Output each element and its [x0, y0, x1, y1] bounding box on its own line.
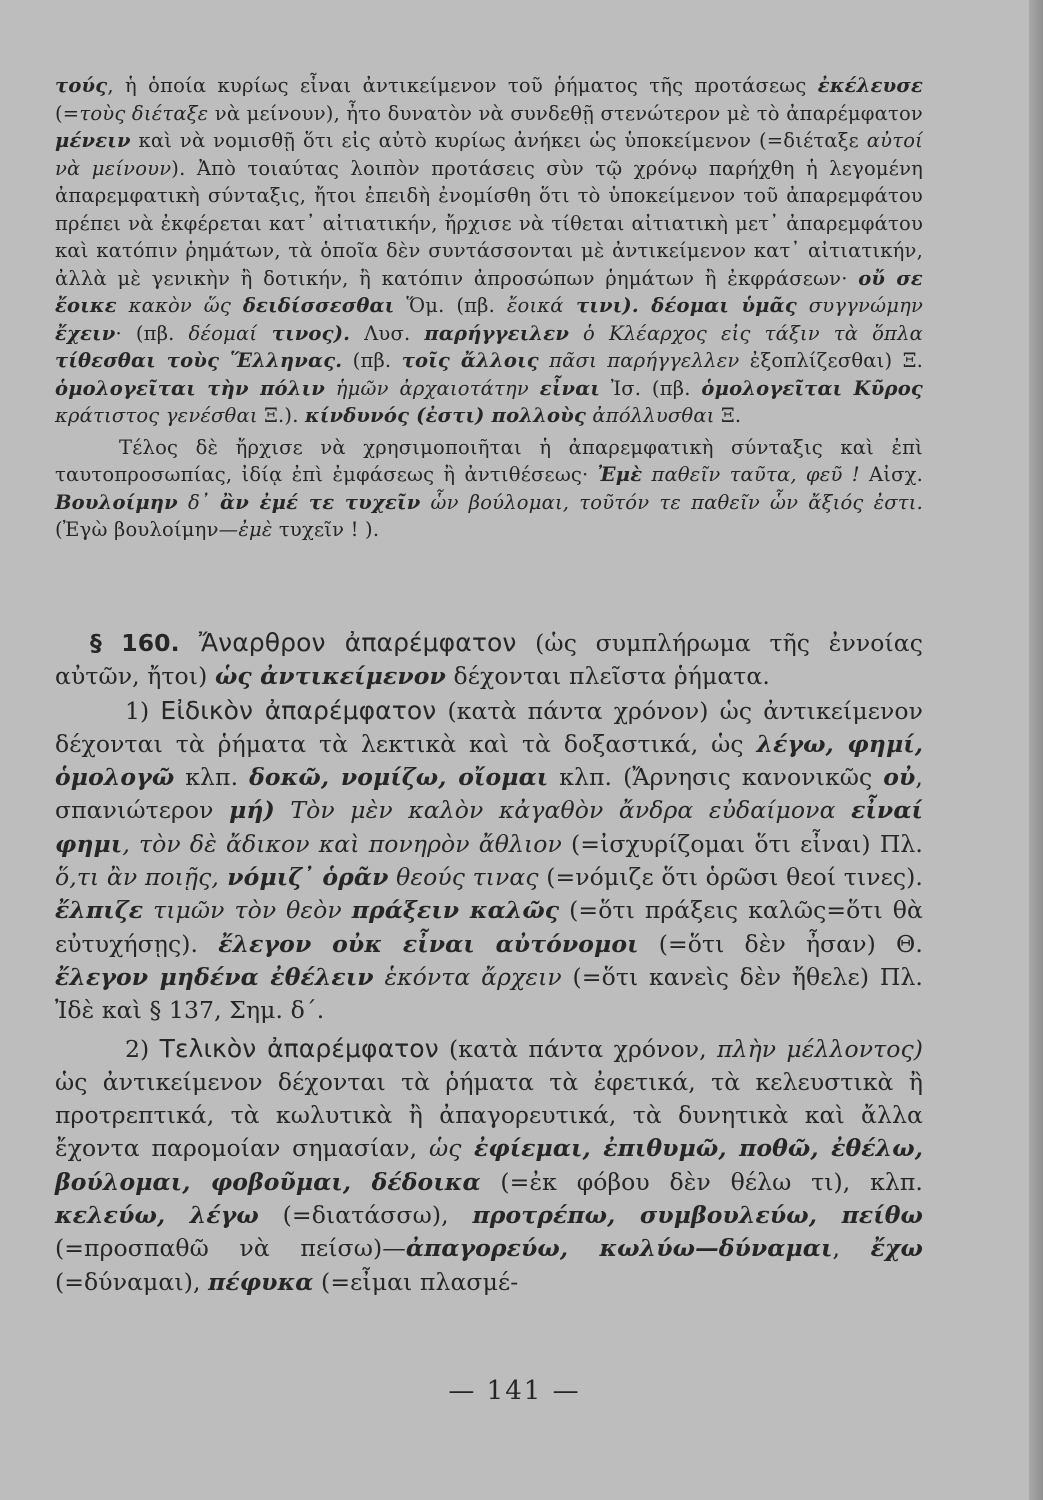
- bold-italic-term: ὡς ἀντικείμενον: [214, 662, 446, 691]
- text-run: τυχεῖν ! ).: [272, 518, 380, 541]
- bold-italic-term: κελεύω, λέγω: [55, 1201, 259, 1230]
- text-run: (=ὅτι δὲν ἦσαν) Θ.: [638, 929, 923, 958]
- bold-italic-term: ἔλπιζε: [55, 896, 144, 925]
- text-run: , ἡ ὁποία κυρίως εἶναι ἀντικείμενον τοῦ ῥήματος τῆς προτάσεως: [107, 74, 818, 97]
- text-run: (κατὰ πάντα χρόνον,: [438, 1034, 718, 1063]
- italic-text: κακὸν ὥς: [116, 294, 243, 317]
- bold-italic-term: λέγω, φημί, ὁμολογῶ: [55, 729, 923, 792]
- text-run: (=προσπαθῶ νὰ πείσω)—: [55, 1234, 406, 1263]
- bold-italic-term: εἶναι: [539, 376, 601, 400]
- text-run: , σπανιώτερον: [55, 763, 923, 825]
- text-run: Λυσ.: [350, 321, 425, 345]
- upper-text-block: [55, 72, 923, 544]
- text-run: ἐξοπλίζεσθαι) Ξ.: [739, 349, 924, 372]
- italic-text: ἡμῶν ἀρχαιοτάτην: [325, 376, 540, 400]
- italic-text: κράτιστος γενέσθαι: [55, 404, 258, 427]
- paragraph: [55, 434, 923, 544]
- bold-italic-term: ἔχειν: [55, 321, 116, 345]
- section-title: Εἰδικὸν ἀπαρέμφατον: [160, 695, 437, 725]
- italic-text: συγγνώμην: [796, 294, 924, 317]
- bold-italic-term: οὔ σε ἔοικε: [55, 266, 923, 317]
- italic-text: , τὸν δὲ ἄδικον καὶ πονηρὸν ἄθλιον: [122, 829, 562, 858]
- section-number: § 160.: [90, 629, 180, 657]
- italic-text: πᾶσι παρήγγελλεν: [538, 349, 740, 372]
- bold-italic-term: ἐκέλευσε: [817, 74, 923, 97]
- italic-text: ὧν βούλομαι, τοῦτόν τε παθεῖν ὧν ἄξιός ἐστι.: [420, 490, 924, 514]
- section-160: [55, 626, 923, 1299]
- italic-text: ἔοικά: [506, 294, 564, 317]
- bold-italic-term: μένειν: [55, 129, 131, 152]
- text-run: (ὡς συμπλήρωμα τῆς ἐννοίας αὐτῶν, ἤτοι): [55, 629, 924, 691]
- text-run: κλπ.: [174, 763, 250, 792]
- bold-italic-term: προτρέπω, συμβουλεύω, πείθω: [472, 1201, 923, 1230]
- bold-italic-term: Βουλοίμην: [55, 490, 178, 514]
- bold-italic-term: ἔλεγον οὐκ εἶναι αὐτόνομοι: [218, 929, 639, 958]
- bold-italic-term: εἶναί φημι: [55, 796, 923, 858]
- text-run: Τέλος δὲ ἤρχισε νὰ χρησιμοποιῆται ἡ ἀπαρεμφατικὴ σύνταξις καὶ ἐπὶ ταυτοπροσωπίας, ἰδίᾳ ἐπὶ ἐμφάσεως ἢ ἀντιθέσεως·: [55, 435, 923, 486]
- text-run: (=ὅτι κανεὶς δὲν ἤθελε) Πλ. Ἰδὲ καὶ § 137, Σημ. δ΄.: [55, 962, 924, 1025]
- bold-italic-term: δοκῶ, νομίζω, οἴομαι: [249, 763, 549, 792]
- bold-italic-term: μή): [229, 796, 275, 825]
- italic-text: θεούς τινας: [388, 863, 539, 892]
- text-run: Αἰσχ.: [868, 463, 923, 486]
- text-run: καὶ νὰ νομισθῇ ὅτι εἰς αὐτὸ κυρίως ἀνήκει ὡς ὑποκείμενον (=διέταξε: [130, 129, 867, 152]
- italic-text: παθεῖν ταῦτα, φεῦ !: [642, 463, 869, 486]
- bold-italic-term: ἀπαγορεύω, κωλύω—δύναμαι: [405, 1234, 833, 1263]
- bold-italic-term: Ἐμὲ: [597, 463, 643, 486]
- text-run: (=εἶμαι πλασμέ-: [313, 1267, 519, 1296]
- text-run: Ξ.: [714, 404, 742, 427]
- text-run: Ἰσ. (πβ.: [600, 376, 702, 400]
- bold-italic-term: κίνδυνός (ἐστι) πολλοὺς: [305, 404, 587, 427]
- italic-text: ὡς: [428, 1134, 462, 1163]
- text-run: ὡς ἀντικείμενον δέχονται τὰ ῥήματα τὰ ἐφετικά, τὰ κελευστικὰ ἢ προτρεπτικά, τὰ κωλυτικὰ ἢ ἀπαγορευτικά, τὰ δυνητικὰ καὶ ἄλλα ἔχοντα παρομοίαν σημασίαν,: [55, 1067, 923, 1163]
- bold-italic-term: δέομαι ὑμᾶς: [638, 294, 797, 317]
- text-run: (Ἐγὼ βουλοίμην—: [55, 518, 239, 541]
- italic-text: ἐμὲ: [238, 518, 273, 541]
- bold-italic-term: τούς: [55, 74, 108, 97]
- text-run: (=νόμιζε ὅτι ὁρῶσι θεοί τινες).: [538, 863, 923, 892]
- italic-text: δέομαί: [188, 321, 258, 345]
- text-run: Ὅμ. (πβ.: [394, 294, 507, 317]
- bold-italic-term: νόμιζ᾽ ὁρᾶν: [218, 863, 389, 892]
- paragraph: [55, 72, 923, 430]
- text-run: (πβ.: [342, 349, 402, 372]
- italic-text: Τὸν μὲν καλὸν κἀγαθὸν ἄνδρα εὐδαίμονα: [274, 796, 852, 825]
- text-run: (=ἰσχυρίζομαι ὅτι εἶναι) Πλ.: [561, 829, 923, 858]
- italic-text: τοὺς διέταξε: [79, 101, 209, 125]
- bold-italic-term: ἐφίεμαι, ἐπιθυμῶ, ποθῶ, ἐθέλω, βούλομαι, φοβοῦμαι, δέδοικα: [55, 1134, 923, 1196]
- section-heading-paragraph: [55, 626, 923, 694]
- text-run: δέχονται πλεῖστα ῥήματα.: [445, 662, 770, 691]
- bold-italic-term: οὐ: [883, 763, 916, 792]
- bold-italic-term: ἔλεγον μηδένα ἐθέλειν: [55, 962, 374, 991]
- text-run: (κατὰ πάντα χρόνον) ὡς ἀντικείμενον δέχονται τὰ ῥήματα τὰ λεκτικὰ καὶ τὰ δοξαστικά, ὡς: [55, 696, 924, 758]
- text-run: (=ἐκ φόβου δὲν θέλω τι), κλπ.: [480, 1167, 923, 1196]
- page-number: — 141 —: [448, 1376, 581, 1406]
- bold-italic-term: τοῖς ἄλλοις: [401, 349, 539, 372]
- bold-italic-term: παρήγγειλεν: [424, 321, 570, 345]
- subsection-2-paragraph: [55, 1032, 923, 1299]
- text-run: ,: [832, 1234, 871, 1263]
- text-run: (=ὅτι πράξεις καλῶς=ὅτι θὰ εὐτυχήσῃς).: [55, 896, 923, 958]
- text-run: νὰ μείνουν), ἦτο δυνατὸν νὰ συνδεθῇ στενώτερον μὲ τὸ ἀπαρέμφατον: [208, 101, 923, 125]
- italic-text: ὅ,τι ἂν ποιῇς,: [55, 863, 219, 892]
- text-run: Ξ.).: [257, 404, 306, 427]
- bold-italic-term: τινος).: [257, 321, 351, 345]
- section-title: Ἄναρθρον ἀπαρέμφατον: [179, 628, 517, 657]
- italic-text: αὐτοί νὰ μείνουν: [55, 129, 923, 180]
- bold-italic-term: ὁμολογεῖται Κῦρος: [701, 376, 923, 400]
- italic-text: πλὴν μέλλοντος): [717, 1034, 923, 1063]
- text-run: (=: [55, 101, 80, 125]
- bold-italic-term: τινι).: [563, 294, 639, 317]
- text-run: 1): [125, 696, 161, 725]
- subsection-1-paragraph: [55, 694, 923, 1028]
- italic-text: ἑκόντα ἄρχειν: [373, 962, 562, 991]
- text-run: (=δύναμαι),: [55, 1267, 209, 1296]
- italic-text: δ᾽: [177, 490, 220, 514]
- text-run: κλπ. (Ἄρνησις κανονικῶς: [548, 763, 884, 792]
- bold-italic-term: ἂν ἐμέ τε τυχεῖν: [220, 490, 421, 514]
- italic-text: ὁ Κλέαρχος εἰς τάξιν τὰ ὅπλα: [569, 321, 924, 345]
- bold-italic-term: πέφυκα: [208, 1267, 314, 1296]
- bold-italic-term: τίθεσθαι τοὺς Ἕλληνας.: [55, 349, 343, 372]
- bold-italic-term: πράξειν καλῶς: [351, 896, 560, 925]
- text-run: · (πβ.: [115, 321, 189, 345]
- bold-italic-term: ὁμολογεῖται τὴν πόλιν: [55, 376, 325, 400]
- text-run: (=διατάσσω),: [258, 1201, 473, 1230]
- text-run: 2): [125, 1034, 160, 1063]
- page-edge: [1029, 0, 1043, 1500]
- italic-text: τιμῶν τὸν θεὸν: [143, 896, 352, 925]
- bold-italic-term: δειδίσσεσθαι: [242, 294, 395, 317]
- bold-italic-term: ἔχω: [870, 1234, 923, 1263]
- section-title: Τελικὸν ἀπαρέμφατον: [159, 1033, 439, 1063]
- italic-text: ἀπόλλυσθαι: [586, 404, 715, 427]
- text-run: ). Ἀπὸ τοιαύτας λοιπὸν προτάσεις σὺν τῷ χρόνῳ παρήχθη ἡ λεγομένη ἀπαρεμφατικὴ σύνταξις, ἤτοι ἐπειδὴ ἐνομίσθη ὅτι τὸ ὑποκείμενον τοῦ ἀπαρεμφάτου πρέπει νὰ ἐκφέρεται κατ᾽ αἰτιατικήν, ἤρχισε νὰ τίθεται αἰτιατικὴ μετ᾽ ἀπαρεμφάτου καὶ κατόπιν ῥημάτων, τὰ ὁποῖα δὲν συντάσσονται μὲ ἀντικείμενον κατ᾽ αἰτιατικήν, ἀλλὰ μὲ γενικὴν ἢ δοτικήν, ἢ κατόπιν ἀπροσώπων ῥημάτων ἢ ἐκφράσεων·: [55, 156, 924, 290]
